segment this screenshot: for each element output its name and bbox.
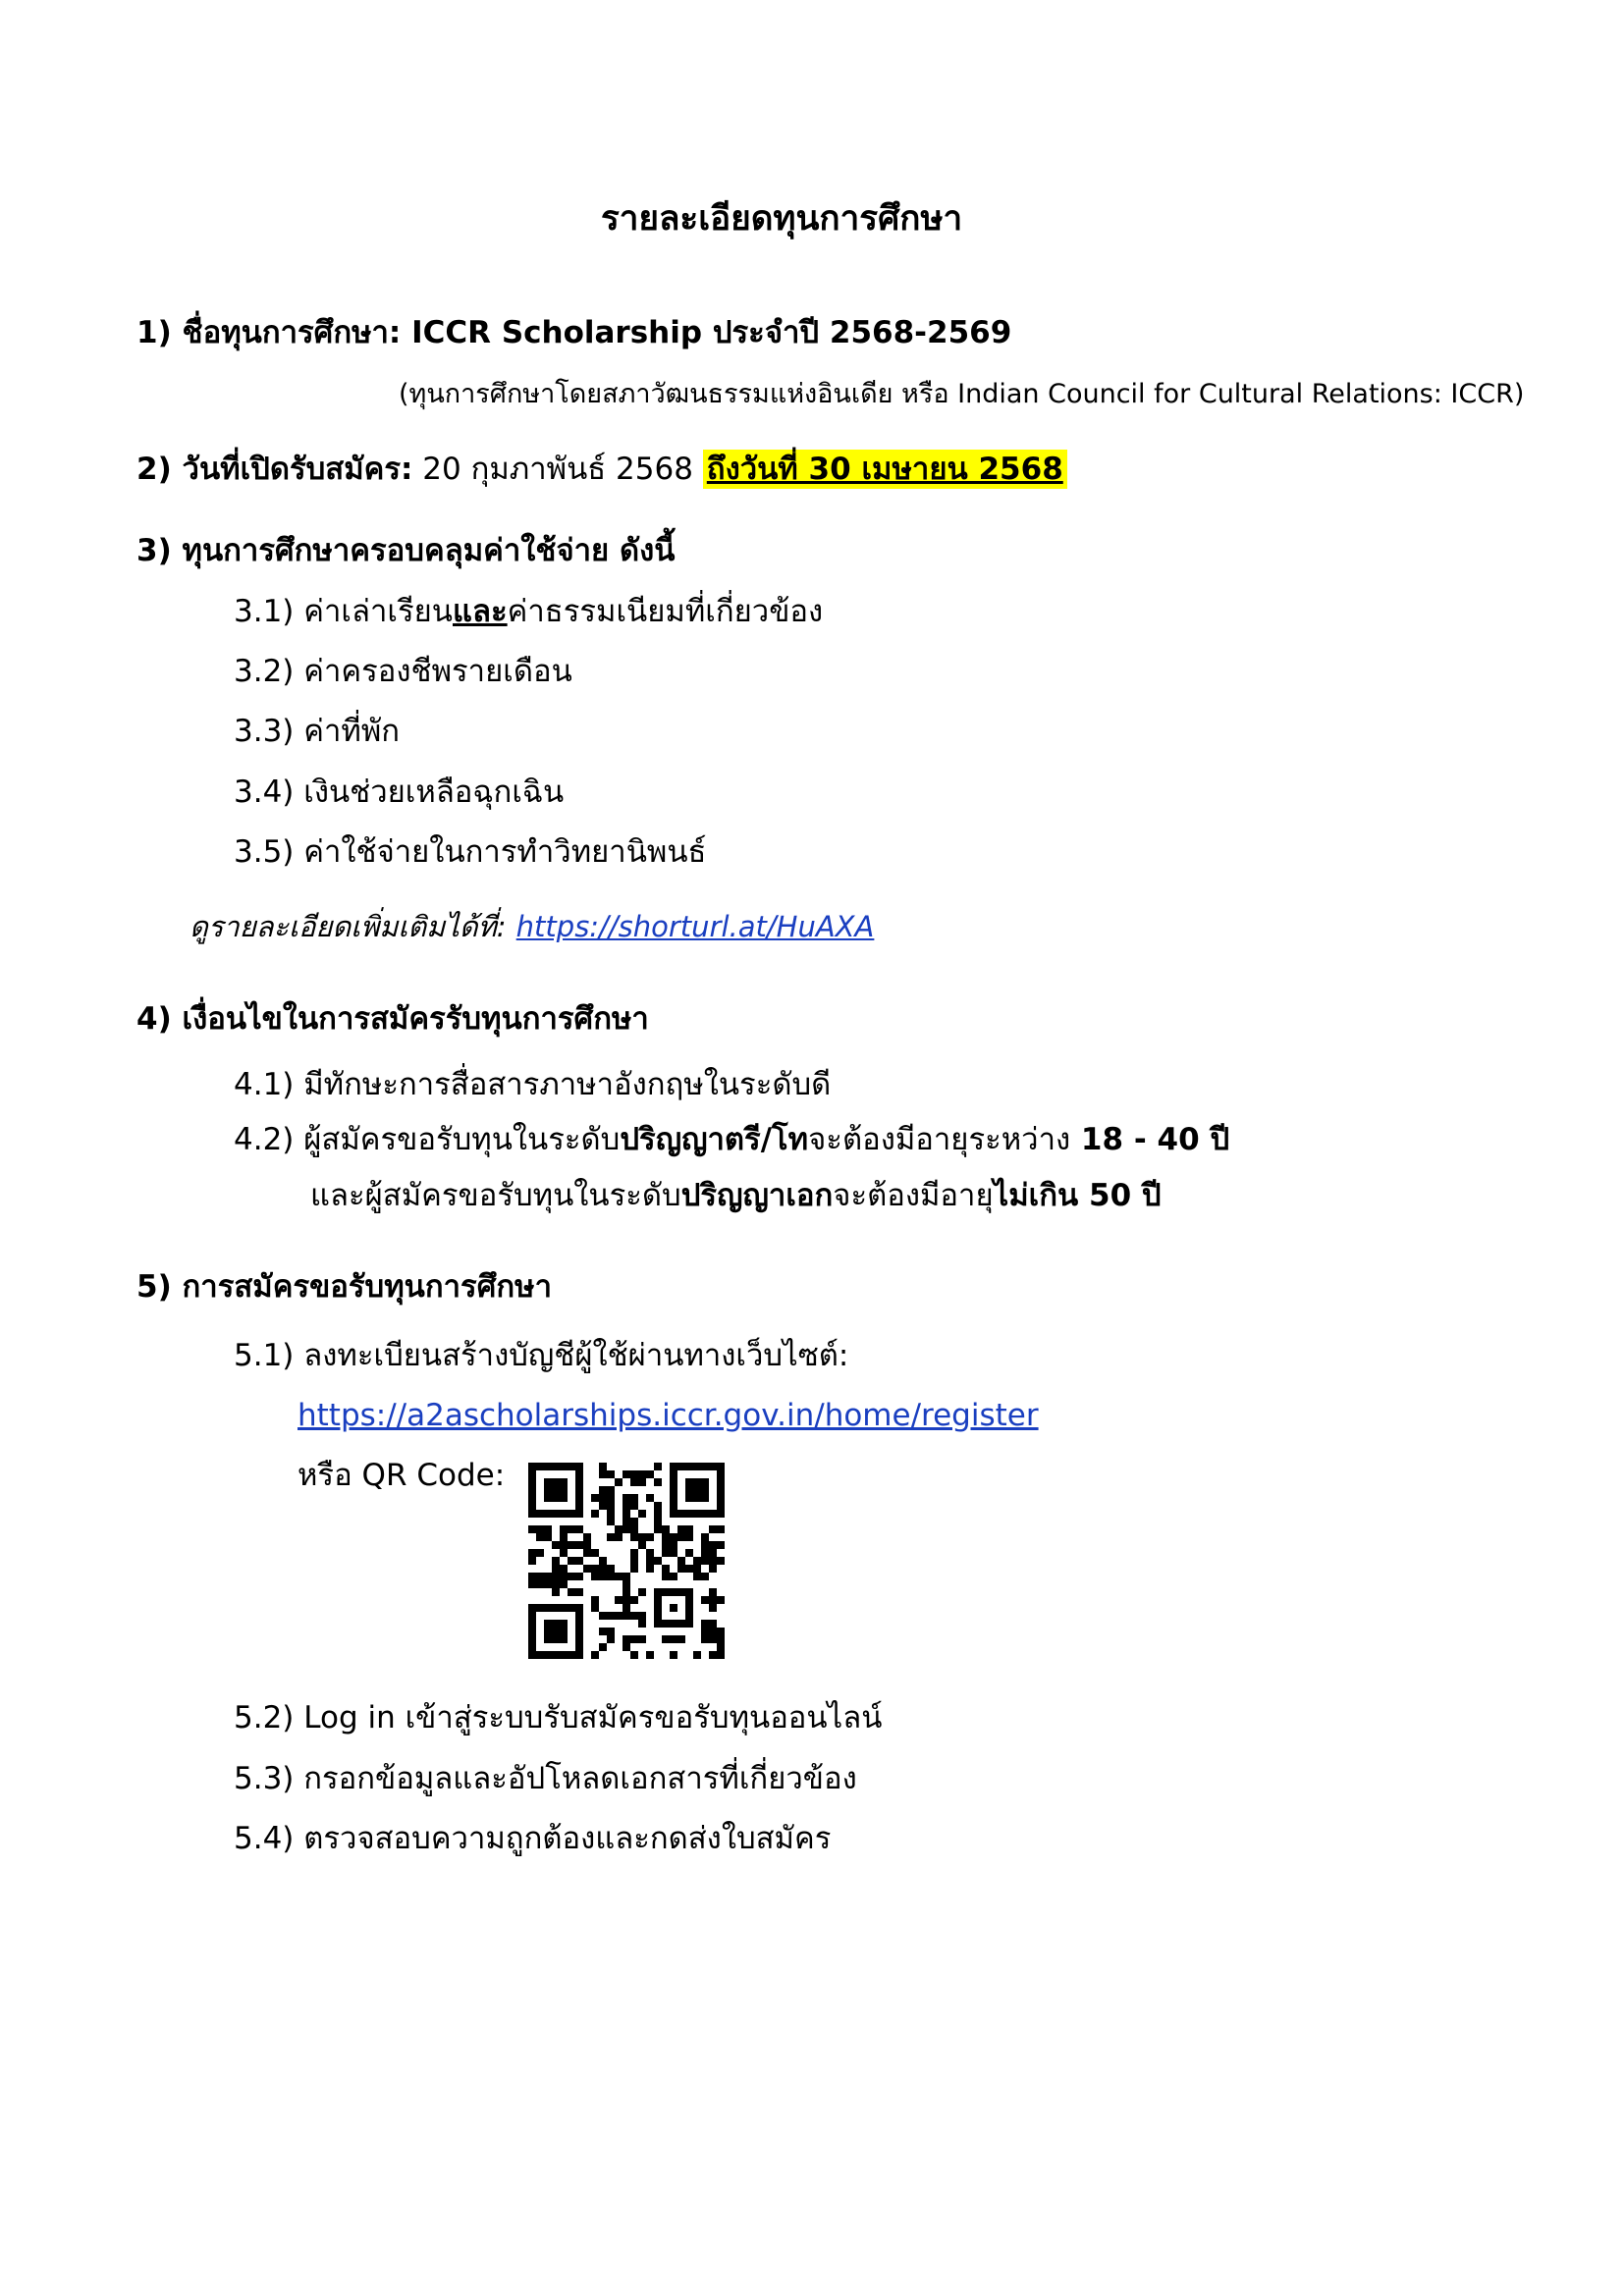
- qr-module: [552, 1557, 560, 1565]
- qr-module: [709, 1565, 717, 1573]
- condition-item-2-age-text: จะต้องมีอายุระหว่าง: [808, 1122, 1071, 1157]
- qr-module: [709, 1635, 717, 1643]
- qr-module: [717, 1651, 725, 1659]
- application-end-date: ถึงวันที่ 30 เมษายน 2568: [703, 450, 1067, 489]
- qr-module: [544, 1525, 552, 1533]
- qr-module: [615, 1596, 623, 1604]
- qr-module: [607, 1518, 615, 1525]
- qr-module: [630, 1470, 638, 1478]
- qr-module: [638, 1635, 646, 1643]
- qr-module: [607, 1628, 615, 1635]
- register-link[interactable]: https://a2ascholarships.iccr.gov.in/home/register: [298, 1398, 1039, 1433]
- qr-module: [623, 1510, 630, 1518]
- application-step-4: 5.4) ตรวจสอบความถูกต้องและกดส่งใบสมัคร: [234, 1821, 832, 1856]
- qr-module: [670, 1635, 677, 1643]
- qr-module: [623, 1588, 630, 1596]
- qr-module: [615, 1612, 623, 1620]
- qr-module: [670, 1573, 677, 1580]
- qr-module: [575, 1557, 583, 1565]
- qr-module: [552, 1580, 560, 1588]
- qr-module: [560, 1549, 568, 1557]
- qr-module: [623, 1596, 630, 1604]
- qr-module: [528, 1573, 536, 1580]
- qr-module: [709, 1620, 717, 1628]
- condition-item-3: [310, 1178, 1162, 1213]
- qr-module: [662, 1525, 670, 1533]
- qr-module: [630, 1565, 638, 1573]
- application-heading: 5) การสมัครขอรับทุนการศึกษา: [136, 1269, 552, 1305]
- qr-module: [599, 1565, 607, 1573]
- more-details-label: ดูรายละเอียดเพิ่มเติมได้ที่:: [189, 910, 507, 943]
- qr-module: [536, 1573, 544, 1580]
- qr-module: [591, 1651, 599, 1659]
- qr-module: [685, 1525, 693, 1533]
- qr-module: [638, 1612, 646, 1620]
- qr-module: [638, 1533, 646, 1541]
- qr-module: [701, 1533, 709, 1541]
- qr-module: [623, 1470, 630, 1478]
- qr-module: [623, 1635, 630, 1643]
- qr-module: [568, 1541, 575, 1549]
- qr-module: [709, 1557, 717, 1565]
- qr-module: [654, 1502, 662, 1510]
- qr-module: [560, 1565, 568, 1573]
- qr-module: [646, 1533, 654, 1541]
- qr-module: [685, 1533, 693, 1541]
- qr-module: [599, 1463, 607, 1470]
- qr-module: [685, 1549, 693, 1557]
- qr-module: [677, 1533, 685, 1541]
- qr-module: [709, 1525, 717, 1533]
- condition-item-2: [234, 1122, 1230, 1157]
- scholarship-name-heading: 1) ชื่อทุนการศึกษา: ICCR Scholarship ประจำปี 2568-2569: [136, 315, 1012, 350]
- qr-module: [717, 1525, 725, 1533]
- qr-module: [528, 1580, 536, 1588]
- qr-module: [615, 1478, 623, 1486]
- qr-module: [717, 1557, 725, 1565]
- qr-module: [677, 1525, 685, 1533]
- qr-module: [623, 1573, 630, 1580]
- qr-module: [607, 1573, 615, 1580]
- qr-module: [623, 1494, 630, 1502]
- qr-module: [599, 1628, 607, 1635]
- qr-module: [701, 1620, 709, 1628]
- qr-module: [552, 1573, 560, 1580]
- qr-module: [552, 1541, 560, 1549]
- qr-module: [670, 1541, 677, 1549]
- condition-item-3-age-text: จะต้องมีอายุ: [833, 1178, 994, 1213]
- qr-module: [552, 1565, 560, 1573]
- qr-module: [646, 1557, 654, 1565]
- coverage-item-1: [234, 594, 824, 629]
- qr-module: [575, 1588, 583, 1596]
- qr-module: [568, 1525, 575, 1533]
- qr-module: [709, 1596, 717, 1604]
- qr-module: [709, 1541, 717, 1549]
- qr-module: [630, 1557, 638, 1565]
- qr-module: [623, 1612, 630, 1620]
- page-title: รายละเอียดทุนการศึกษา: [601, 199, 963, 239]
- qr-module: [583, 1565, 591, 1573]
- coverage-item-1-and: และ: [453, 594, 508, 629]
- qr-module: [607, 1533, 615, 1541]
- qr-module: [709, 1628, 717, 1635]
- qr-module: [630, 1478, 638, 1486]
- more-details-link[interactable]: https://shorturl.at/HuAXA: [515, 910, 875, 943]
- qr-module: [646, 1494, 654, 1502]
- qr-module: [717, 1541, 725, 1549]
- condition-item-3-degree: ปริญญาเอก: [680, 1178, 834, 1213]
- qr-module: [591, 1604, 599, 1612]
- qr-module: [646, 1651, 654, 1659]
- qr-module: [599, 1494, 607, 1502]
- qr-module: [717, 1635, 725, 1643]
- qr-module: [638, 1470, 646, 1478]
- application-period-label: 2) วันที่เปิดรับสมัคร:: [136, 452, 413, 487]
- qr-module: [717, 1596, 725, 1604]
- qr-module: [638, 1541, 646, 1549]
- qr-module: [599, 1486, 607, 1494]
- qr-module: [528, 1557, 536, 1565]
- qr-module: [709, 1651, 717, 1659]
- qr-module: [591, 1596, 599, 1604]
- qr-module: [583, 1541, 591, 1549]
- coverage-item-1-text-a: 3.1) ค่าเล่าเรียน: [234, 594, 453, 629]
- qr-module: [544, 1580, 552, 1588]
- qr-module: [662, 1635, 670, 1643]
- condition-item-1: 4.1) มีทักษะการสื่อสารภาษาอังกฤษในระดับดี: [234, 1067, 832, 1102]
- qr-module: [701, 1541, 709, 1549]
- scholarship-name-note: (ทุนการศึกษาโดยสภาวัฒนธรรมแห่งอินเดีย หรือ Indian Council for Cultural Relations: ICCR): [399, 379, 1525, 409]
- coverage-item-5: 3.5) ค่าใช้จ่ายในการทำวิทยานิพนธ์: [234, 834, 707, 870]
- qr-module: [615, 1573, 623, 1580]
- qr-module: [646, 1549, 654, 1557]
- qr-module: [607, 1470, 615, 1478]
- qr-module: [662, 1533, 670, 1541]
- qr-module: [630, 1612, 638, 1620]
- qr-module: [528, 1525, 536, 1533]
- qr-module: [591, 1565, 599, 1573]
- condition-item-2-degree: ปริญญาตรี/โท: [620, 1122, 809, 1157]
- qr-module: [638, 1510, 646, 1518]
- qr-module: [670, 1533, 677, 1541]
- qr-module: [677, 1635, 685, 1643]
- qr-module: [693, 1573, 701, 1580]
- more-details: [189, 910, 875, 943]
- qr-module: [701, 1596, 709, 1604]
- condition-item-3-text: และผู้สมัครขอรับทุนในระดับ: [310, 1178, 681, 1213]
- qr-module: [662, 1541, 670, 1549]
- qr-module: [685, 1565, 693, 1573]
- qr-module: [599, 1612, 607, 1620]
- qr-module: [575, 1541, 583, 1549]
- qr-module: [717, 1628, 725, 1635]
- qr-module: [630, 1525, 638, 1533]
- qr-module: [630, 1518, 638, 1525]
- qr-module: [638, 1478, 646, 1486]
- qr-module: [693, 1651, 701, 1659]
- qr-module: [591, 1510, 599, 1518]
- coverage-item-2: 3.2) ค่าครองชีพรายเดือน: [234, 654, 572, 689]
- coverage-item-4: 3.4) เงินช่วยเหลือฉุกเฉิน: [234, 774, 565, 810]
- qr-module: [662, 1573, 670, 1580]
- qr-module: [638, 1588, 646, 1596]
- qr-module: [630, 1494, 638, 1502]
- qr-module: [568, 1573, 575, 1580]
- qr-module: [536, 1549, 544, 1557]
- qr-module: [591, 1573, 599, 1580]
- qr-module: [599, 1573, 607, 1580]
- qr-module: [677, 1557, 685, 1565]
- qr-module: [599, 1470, 607, 1478]
- qr-module: [528, 1549, 536, 1557]
- qr-module: [630, 1502, 638, 1510]
- qr-module: [709, 1604, 717, 1612]
- qr-module: [583, 1533, 591, 1541]
- qr-module: [701, 1549, 709, 1557]
- application-start-date: 20 กุมภาพันธ์ 2568: [412, 452, 703, 487]
- qr-module: [662, 1549, 670, 1557]
- qr-module: [630, 1533, 638, 1541]
- qr-module: [654, 1557, 662, 1565]
- qr-module: [560, 1525, 568, 1533]
- qr-module: [583, 1549, 591, 1557]
- qr-module: [701, 1557, 709, 1565]
- qr-module: [623, 1580, 630, 1588]
- coverage-heading: 3) ทุนการศึกษาครอบคลุมค่าใช้จ่าย ดังนี้: [136, 533, 676, 568]
- qr-module: [607, 1612, 615, 1620]
- qr-module: [575, 1525, 583, 1533]
- qr-code-image[interactable]: [528, 1463, 725, 1659]
- coverage-item-1-text-b: ค่าธรรมเนียมที่เกี่ยวข้อง: [507, 594, 824, 629]
- qr-module: [560, 1541, 568, 1549]
- qr-module: [654, 1525, 662, 1533]
- qr-module: [568, 1588, 575, 1596]
- qr-module: [638, 1620, 646, 1628]
- qr-module: [662, 1565, 670, 1573]
- qr-module: [544, 1533, 552, 1541]
- qr-module: [701, 1635, 709, 1643]
- condition-item-2-text: 4.2) ผู้สมัครขอรับทุนในระดับ: [234, 1122, 621, 1157]
- qr-module: [599, 1643, 607, 1651]
- qr-module: [670, 1651, 677, 1659]
- qr-module: [536, 1525, 544, 1533]
- qr-module: [677, 1565, 685, 1573]
- qr-module: [630, 1549, 638, 1557]
- qr-module: [646, 1565, 654, 1573]
- application-step-3: 5.3) กรอกข้อมูลและอัปโหลดเอกสารที่เกี่ยวข้อง: [234, 1761, 857, 1796]
- qr-module: [607, 1502, 615, 1510]
- qr-module: [591, 1494, 599, 1502]
- qr-module: [623, 1525, 630, 1533]
- qr-module: [544, 1573, 552, 1580]
- qr-module: [607, 1510, 615, 1518]
- qr-module: [560, 1573, 568, 1580]
- qr-module: [591, 1549, 599, 1557]
- qr-module: [654, 1518, 662, 1525]
- qr-module: [693, 1557, 701, 1565]
- conditions-heading: 4) เงื่อนไขในการสมัครรับทุนการศึกษา: [136, 1001, 649, 1037]
- qr-module: [607, 1635, 615, 1643]
- qr-module: [630, 1651, 638, 1659]
- qr-module: [630, 1635, 638, 1643]
- qr-module: [701, 1628, 709, 1635]
- qr-module: [536, 1580, 544, 1588]
- qr-module: [536, 1533, 544, 1541]
- condition-item-3-age: ไม่เกิน 50 ปี: [993, 1178, 1162, 1213]
- qr-module: [568, 1557, 575, 1565]
- qr-module: [560, 1533, 568, 1541]
- condition-item-2-age: 18 - 40 ปี: [1070, 1122, 1230, 1157]
- qr-module: [552, 1588, 560, 1596]
- qr-module: [575, 1573, 583, 1580]
- qr-module: [709, 1588, 717, 1596]
- qr-module: [701, 1573, 709, 1580]
- qr-module: [717, 1643, 725, 1651]
- qr-module: [599, 1557, 607, 1565]
- qr-module: [623, 1518, 630, 1525]
- qr-module: [615, 1533, 623, 1541]
- application-period: [136, 454, 1067, 485]
- qr-module: [607, 1494, 615, 1502]
- qr-module: [654, 1510, 662, 1518]
- qr-module: [630, 1596, 638, 1604]
- qr-module: [623, 1643, 630, 1651]
- qr-module: [709, 1549, 717, 1557]
- qr-module: [607, 1565, 615, 1573]
- qr-module: [646, 1470, 654, 1478]
- coverage-item-3: 3.3) ค่าที่พัก: [234, 714, 401, 749]
- qr-module: [623, 1502, 630, 1510]
- qr-module: [654, 1463, 662, 1470]
- qr-module: [670, 1549, 677, 1557]
- qr-module: [599, 1502, 607, 1510]
- qr-module: [654, 1478, 662, 1486]
- application-step-2: 5.2) Log in เข้าสู่ระบบรับสมัครขอรับทุนออนไลน์: [234, 1700, 883, 1735]
- application-step-1: 5.1) ลงทะเบียนสร้างบัญชีผู้ใช้ผ่านทางเว็บไซต์:: [234, 1338, 849, 1373]
- qr-code-label: หรือ QR Code:: [298, 1458, 506, 1493]
- qr-module: [607, 1486, 615, 1494]
- qr-module: [560, 1580, 568, 1588]
- qr-module: [693, 1565, 701, 1573]
- qr-module: [623, 1604, 630, 1612]
- qr-module: [615, 1525, 623, 1533]
